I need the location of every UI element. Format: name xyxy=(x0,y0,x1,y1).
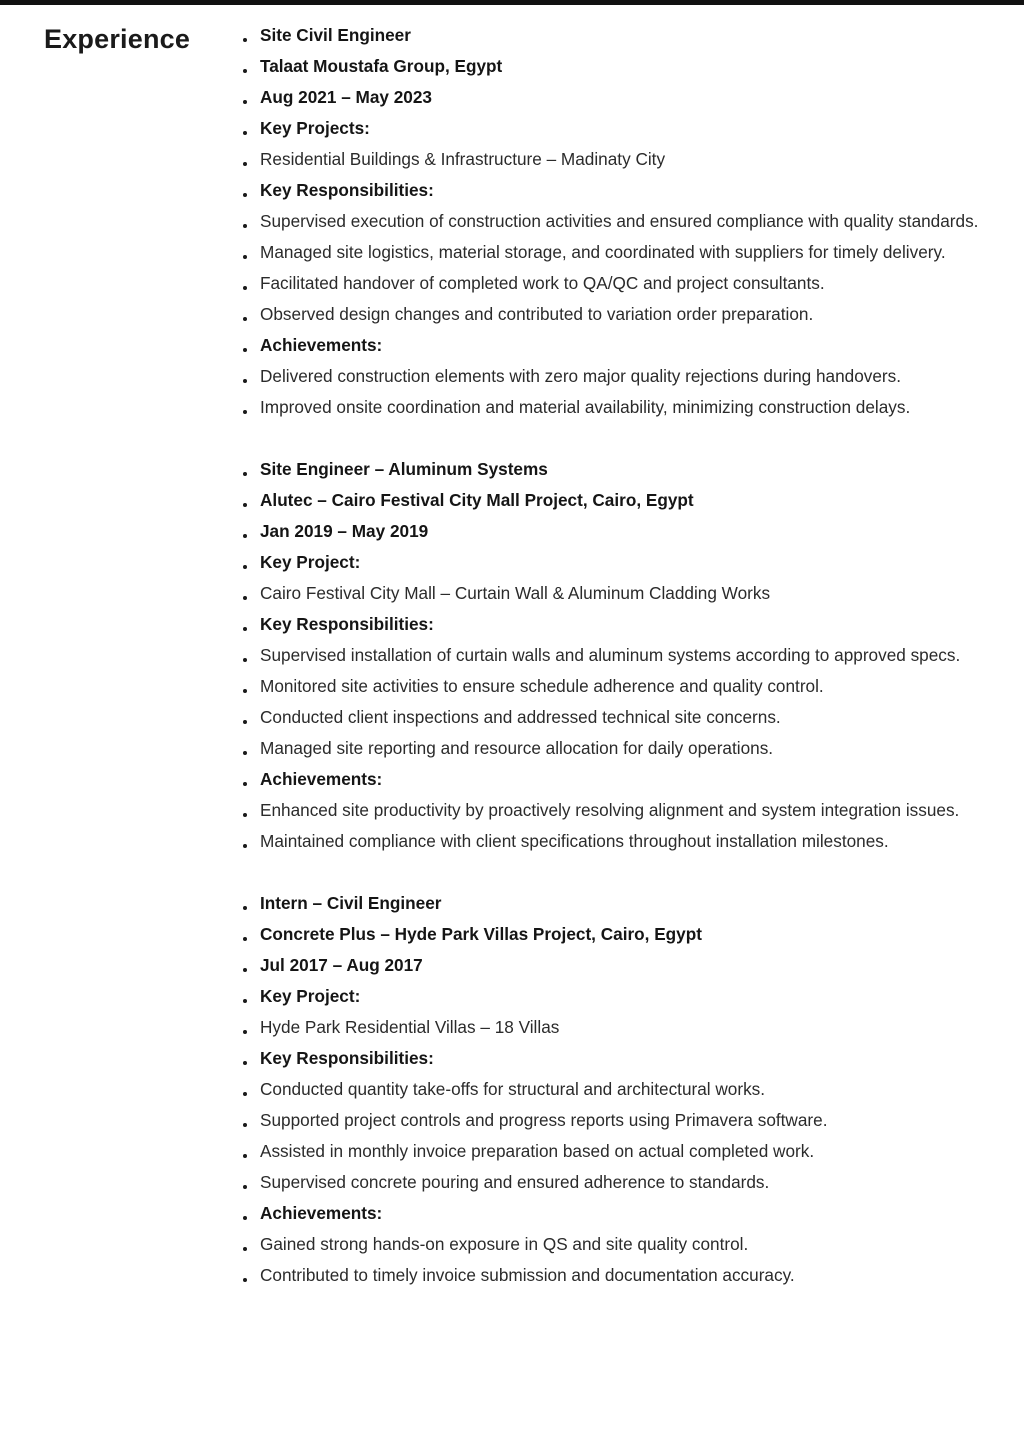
responsibilities-heading: Key Responsibilities: xyxy=(240,609,1000,640)
achievement-item: Improved onsite coordination and material availability, minimizing construction delays. xyxy=(240,392,1000,423)
achievements-heading: Achievements: xyxy=(240,330,1000,361)
project-heading: Key Projects: xyxy=(240,113,1000,144)
responsibility-item: Assisted in monthly invoice preparation based on actual completed work. xyxy=(240,1136,1000,1167)
responsibility-item: Observed design changes and contributed to variation order preparation. xyxy=(240,299,1000,330)
job-dates: Jan 2019 – May 2019 xyxy=(240,516,1000,547)
achievements-heading: Achievements: xyxy=(240,1198,1000,1229)
responsibilities-heading: Key Responsibilities: xyxy=(240,1043,1000,1074)
achievement-item: Contributed to timely invoice submission and documentation accuracy. xyxy=(240,1260,1000,1291)
job-dates: Jul 2017 – Aug 2017 xyxy=(240,950,1000,981)
project-heading: Key Project: xyxy=(240,547,1000,578)
project-item: Cairo Festival City Mall – Curtain Wall & Aluminum Cladding Works xyxy=(240,578,1000,609)
project-heading: Key Project: xyxy=(240,981,1000,1012)
responsibility-item: Facilitated handover of completed work to QA/QC and project consultants. xyxy=(240,268,1000,299)
job-company: Concrete Plus – Hyde Park Villas Project, Cairo, Egypt xyxy=(240,919,1000,950)
job-entry xyxy=(240,888,1000,1291)
job-role: Site Engineer – Aluminum Systems xyxy=(240,454,1000,485)
project-item: Residential Buildings & Infrastructure – Madinaty City xyxy=(240,144,1000,175)
job-dates: Aug 2021 – May 2023 xyxy=(240,82,1000,113)
responsibility-item: Conducted client inspections and addressed technical site concerns. xyxy=(240,702,1000,733)
job-company: Talaat Moustafa Group, Egypt xyxy=(240,51,1000,82)
job-entry xyxy=(240,20,1000,423)
responsibility-item: Supervised installation of curtain walls and aluminum systems according to approved specs. xyxy=(240,640,1000,671)
section-title: Experience xyxy=(44,24,191,54)
responsibility-item: Managed site logistics, material storage, and coordinated with suppliers for timely delivery. xyxy=(240,237,1000,268)
responsibility-item: Monitored site activities to ensure schedule adherence and quality control. xyxy=(240,671,1000,702)
job-entry xyxy=(240,454,1000,857)
achievement-item: Enhanced site productivity by proactively resolving alignment and system integration issues. xyxy=(240,795,1000,826)
responsibility-item: Supervised execution of construction activities and ensured compliance with quality standards. xyxy=(240,206,1000,237)
achievement-item: Maintained compliance with client specifications throughout installation milestones. xyxy=(240,826,1000,857)
project-item: Hyde Park Residential Villas – 18 Villas xyxy=(240,1012,1000,1043)
responsibilities-heading: Key Responsibilities: xyxy=(240,175,1000,206)
experience-list xyxy=(240,20,1000,1322)
job-company: Alutec – Cairo Festival City Mall Project, Cairo, Egypt xyxy=(240,485,1000,516)
achievement-item: Gained strong hands-on exposure in QS and site quality control. xyxy=(240,1229,1000,1260)
job-role: Site Civil Engineer xyxy=(240,20,1000,51)
achievements-heading: Achievements: xyxy=(240,764,1000,795)
job-role: Intern – Civil Engineer xyxy=(240,888,1000,919)
top-rule xyxy=(0,0,1024,5)
responsibility-item: Conducted quantity take-offs for structural and architectural works. xyxy=(240,1074,1000,1105)
responsibility-item: Supervised concrete pouring and ensured adherence to standards. xyxy=(240,1167,1000,1198)
responsibility-item: Managed site reporting and resource allocation for daily operations. xyxy=(240,733,1000,764)
responsibility-item: Supported project controls and progress reports using Primavera software. xyxy=(240,1105,1000,1136)
achievement-item: Delivered construction elements with zero major quality rejections during handovers. xyxy=(240,361,1000,392)
